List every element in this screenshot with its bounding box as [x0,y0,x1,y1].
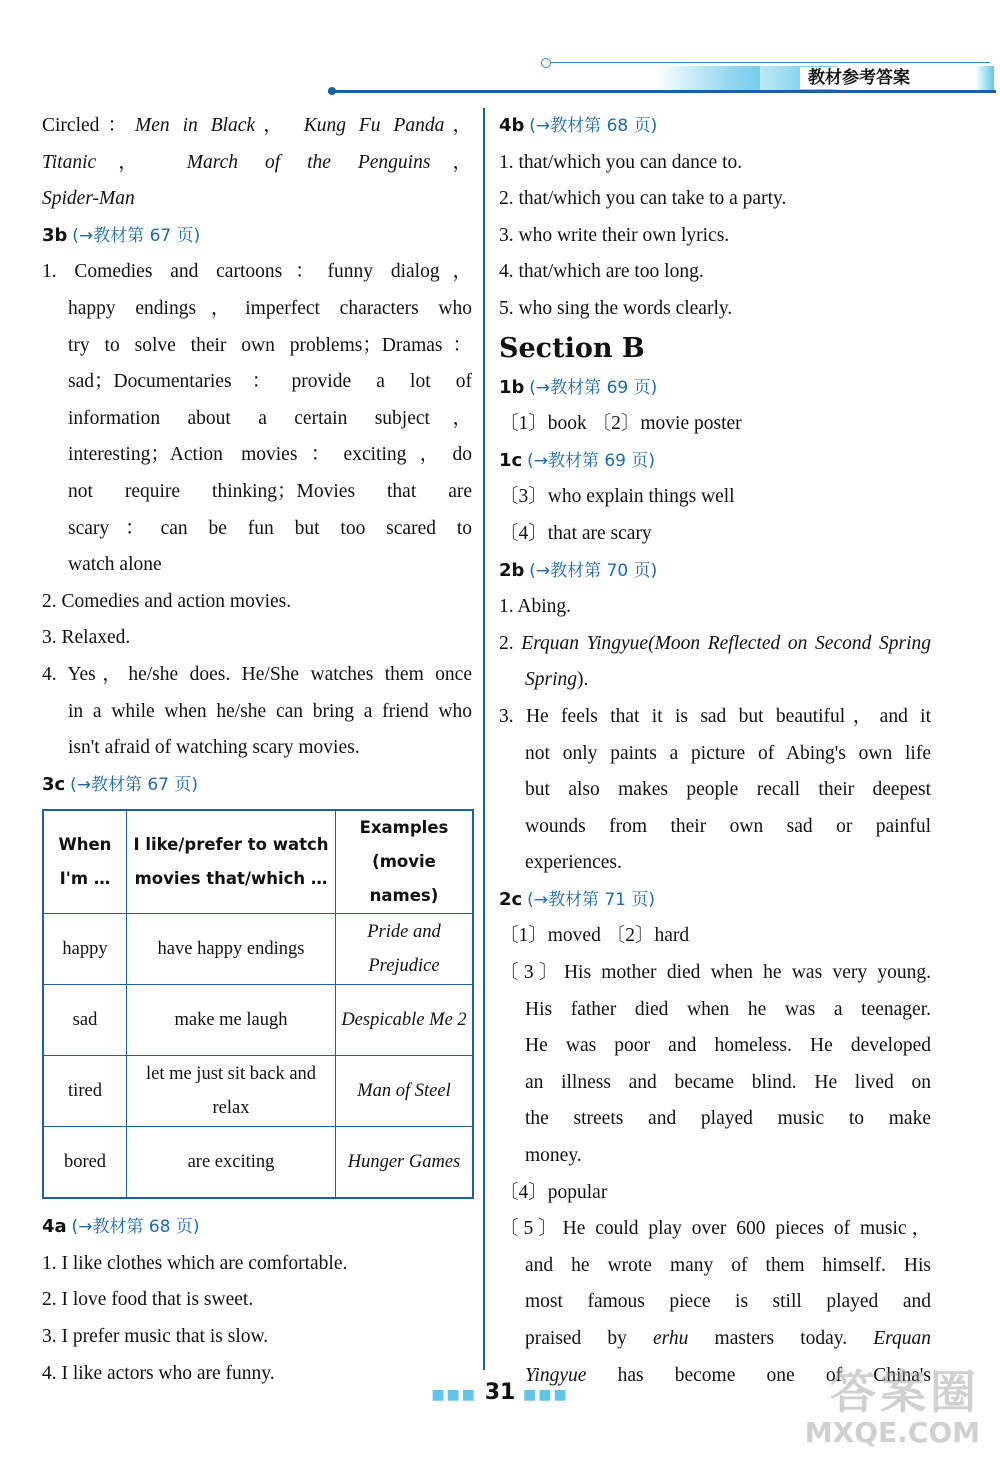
section-title: Section B [499,332,645,364]
table-row [43,1127,473,1199]
table-row [43,985,473,1056]
answer-line: 2. that/which you can take to a party. [499,188,787,210]
answer-line: 2. I love food that is sweet. [42,1289,254,1311]
table-cell: happy [43,914,127,985]
answer-line: 〔1〕moved 〔2〕hard [499,925,690,947]
answer-line: 2. Erquan Yingyue(Moon Reflected on Second Spring [499,632,932,654]
answer-line: scary：can be fun but too scared to [68,517,472,539]
answer-line: but also makes people recall their deepest [525,779,931,801]
answer-line: happy endings，imperfect characters who [68,297,472,319]
circled-line-3: Spider-Man [42,188,135,210]
table-cell: Man of Steel [336,1056,474,1127]
answer-line: 〔3〕who explain things well [499,486,735,508]
exercise-heading-4a: 4a (→教材第 68 页) [42,1216,200,1238]
answer-line: 3. Relaxed. [42,627,131,649]
table-cell: sad [43,985,127,1056]
header-dot [541,58,551,68]
table-header: I like/prefer to watch movies that/which … [127,810,336,914]
table-cell: make me laugh [127,985,336,1056]
table-cell: Hunger Games [336,1127,474,1199]
header-thin-line [550,62,990,63]
answer-line: 〔4〕that are scary [499,522,652,544]
header-rule [328,90,996,93]
answer-table [42,809,474,1199]
header-title: 教材参考答案 [800,67,918,89]
answer-line: 1. Comedies and cartoons：funny dialog， [42,261,472,283]
exercise-heading-2c: 2c (→教材第 71 页) [499,888,656,910]
table-header: When I'm … [43,810,127,914]
answer-line: money. [525,1145,582,1167]
table-header-row [43,810,473,914]
answer-line: most famous piece is still played and [525,1291,931,1313]
answer-line: 5. who sing the words clearly. [499,297,733,319]
answer-line: try to solve their own problems；Dramas： [68,334,472,356]
exercise-heading-4b: 4b (→教材第 68 页) [499,115,658,136]
answer-line: His father died when he was a teenager. [525,998,931,1020]
answer-line: the streets and played music to make [525,1108,931,1130]
answer-line: watch alone [68,554,162,576]
answer-line: 4. Yes，he/she does. He/She watches them once [42,663,472,685]
answer-line: sad；Documentaries：provide a lot of [68,371,472,393]
answer-line: 〔5〕He could play over 600 pieces of music， [499,1218,931,1240]
answer-line: 4. that/which are too long. [499,261,704,283]
table-cell: Pride and Prejudice [336,914,474,985]
answer-line: 4. I like actors who are funny. [42,1362,275,1384]
answer-line: an illness and became blind. He lived on [525,1071,931,1093]
answer-line: wounds from their own sad or painful [525,815,931,837]
right-column [499,108,931,1394]
answer-line: 3. who write their own lyrics. [499,224,730,246]
exercise-heading-3b: 3b (→教材第 67 页) [42,224,201,246]
answer-line: 3. I prefer music that is slow. [42,1326,269,1348]
answer-line: 〔3〕His mother died when he was very young. [499,962,931,984]
exercise-heading-1c: 1c (→教材第 69 页) [499,449,656,471]
page-dots-right: ■■■ [522,1387,569,1403]
watermark-text: 答案圈 [830,1365,980,1419]
answer-line: 〔4〕popular [499,1181,608,1203]
left-column [42,108,472,1392]
header-rule-dot [328,87,336,95]
table-cell: bored [43,1127,127,1199]
page-number: ■■■ 31 ■■■ [431,1380,569,1405]
column-divider [483,108,485,1370]
answer-line: not require thinking；Movies that are [68,480,472,502]
answer-line: information about a certain subject， [68,407,472,429]
answer-line: He was poor and homeless. He developed [525,1035,931,1057]
table-cell: have happy endings [127,914,336,985]
table-row [43,1056,473,1127]
circled-line-1: Circled：Men in Black， Kung Fu Panda， [42,115,472,136]
table-row [43,914,473,985]
watermark-url: MXQE.COM [804,1416,980,1449]
watermark [805,1367,980,1449]
table-header: Examples (movie names) [336,810,474,914]
table-cell: tired [43,1056,127,1127]
answer-line: 1. Abing. [499,596,572,618]
exercise-heading-1b: 1b (→教材第 69 页) [499,376,658,398]
answer-line: praised by erhu masters today. Erquan [525,1328,932,1349]
answer-line: 1. that/which you can dance to. [499,151,743,173]
answer-line: 3. He feels that it is sad but beautiful，and it [499,705,931,727]
answer-line: 〔1〕book 〔2〕movie poster [499,413,742,435]
answer-line: 1. I like clothes which are comfortable. [42,1252,348,1274]
answer-line: interesting；Action movies：exciting，do [68,444,472,466]
exercise-heading-2b: 2b (→教材第 70 页) [499,559,658,581]
table-cell: are exciting [127,1127,336,1199]
page-dots-left: ■■■ [431,1387,478,1403]
answer-line: experiences. [525,852,622,874]
circled-line-2: Titanic， March of the Penguins， [42,151,473,173]
exercise-heading-3c: 3c (→教材第 67 页) [42,773,199,795]
answer-line: in a while when he/she can bring a friend who [68,700,472,722]
table-cell: let me just sit back and relax [127,1056,336,1127]
answer-line: and he wrote many of them himself. His [525,1254,931,1276]
answer-line: Yingyue has become one of China's [525,1364,931,1386]
answer-line: Spring). [525,669,589,691]
answer-line: isn't afraid of watching scary movies. [68,737,360,759]
answer-line: 2. Comedies and action movies. [42,590,292,612]
table-cell: Despicable Me 2 [336,985,474,1056]
answer-line: not only paints a picture of Abing's own life [525,742,931,764]
